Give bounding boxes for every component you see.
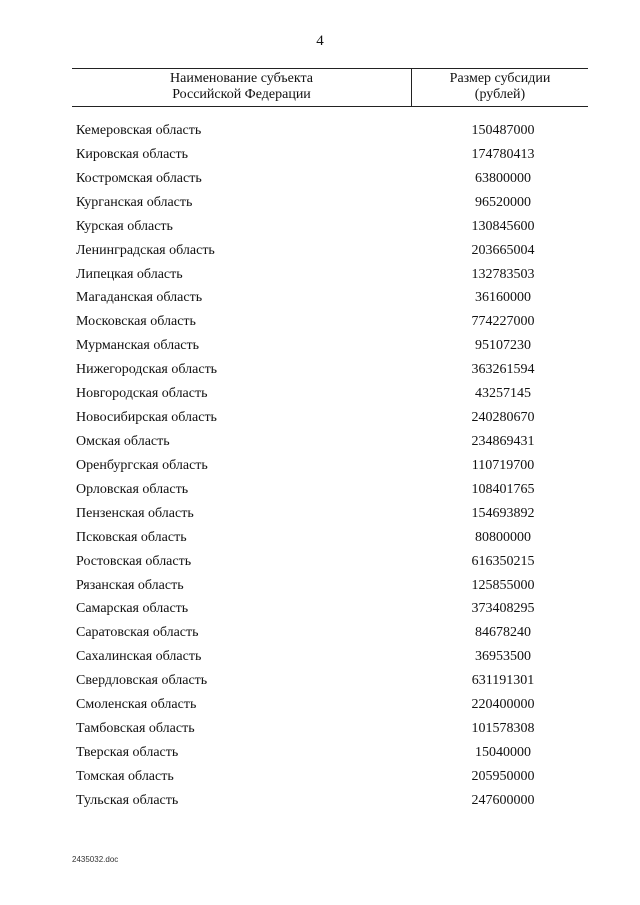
subsidy-amount: 205950000: [471, 768, 535, 784]
subsidy-amount: 234869431: [471, 433, 535, 449]
region-name: Самарская область: [76, 601, 189, 617]
region-name: Оренбургская область: [76, 457, 208, 473]
table-row: [0, 360, 640, 384]
subsidy-amount: 130845600: [471, 218, 535, 234]
subsidy-amount: 63800000: [475, 170, 531, 186]
subsidy-amount: 363261594: [471, 362, 535, 378]
column-header-amount: [412, 71, 588, 103]
subsidy-amount: 95107230: [475, 338, 531, 354]
table-row: [0, 480, 640, 504]
region-name: Новосибирская область: [76, 410, 217, 426]
region-name: Новгородская область: [76, 386, 208, 402]
table-row: [0, 241, 640, 265]
table-row: [0, 456, 640, 480]
subsidy-amount: 631191301: [471, 673, 535, 689]
region-name: Костромская область: [76, 170, 202, 186]
subsidy-amount: 110719700: [471, 457, 535, 473]
region-name: Липецкая область: [76, 266, 183, 282]
region-name: Тамбовская область: [76, 721, 195, 737]
subsidy-amount: 150487000: [471, 123, 535, 138]
subsidy-amount: 125855000: [471, 577, 535, 593]
table-row: [0, 432, 640, 456]
table-row: [0, 647, 640, 671]
subsidy-amount: 36160000: [475, 290, 531, 306]
subsidy-amount: 203665004: [471, 242, 535, 258]
table-body: [0, 121, 640, 815]
column-header-amount-line2: (рублей): [474, 87, 526, 102]
region-name: Московская область: [76, 314, 196, 330]
subsidy-amount: 101578308: [471, 721, 535, 737]
table-row: [0, 743, 640, 767]
document-filename: 2435032.doc: [72, 855, 119, 864]
region-name: Томская область: [76, 768, 174, 784]
region-name: Омская область: [76, 433, 170, 449]
table-row: [0, 552, 640, 576]
region-name: Курская область: [76, 218, 173, 234]
table-row: [0, 312, 640, 336]
region-name: Мурманская область: [76, 338, 200, 354]
table-row: [0, 217, 640, 241]
region-name: Ленинградская область: [76, 242, 215, 258]
column-header-amount-line1: Размер субсидии: [449, 71, 551, 86]
column-header-region-line2: Российской Федерации: [172, 87, 311, 102]
table-row: [0, 528, 640, 552]
table-row: [0, 288, 640, 312]
subsidy-amount: 132783503: [471, 266, 535, 282]
region-name: Смоленская область: [76, 697, 197, 713]
table-row: [0, 408, 640, 432]
region-name: Свердловская область: [76, 673, 208, 689]
table-row: [0, 504, 640, 528]
table-header: [72, 68, 588, 107]
table-row: [0, 623, 640, 647]
table-row: [0, 695, 640, 719]
region-name: Кировская область: [76, 146, 189, 162]
table-row: [0, 767, 640, 791]
subsidy-amount: 96520000: [475, 194, 531, 210]
column-header-region-line1: Наименование субъекта: [170, 71, 313, 86]
table-row: [0, 193, 640, 217]
region-name: Кемеровская область: [76, 123, 202, 138]
subsidy-amount: 616350215: [471, 553, 535, 569]
region-name: Тульская область: [76, 792, 179, 808]
table-row: [0, 265, 640, 289]
region-name: Орловская область: [76, 481, 189, 497]
page-number: 4: [316, 33, 324, 49]
region-name: Ростовская область: [76, 553, 192, 569]
table-row: [0, 599, 640, 623]
table-row: [0, 576, 640, 600]
region-name: Сахалинская область: [76, 649, 202, 665]
subsidy-amount: 15040000: [475, 744, 531, 760]
region-name: Пензенская область: [76, 505, 194, 521]
region-name: Псковская область: [76, 529, 187, 545]
subsidy-amount: 174780413: [471, 146, 535, 162]
table-row: [0, 384, 640, 408]
subsidy-amount: 43257145: [475, 386, 531, 402]
region-name: Магаданская область: [76, 290, 203, 306]
column-header-region: [72, 71, 411, 103]
table-row: [0, 791, 640, 815]
table-row: [0, 336, 640, 360]
region-name: Тверская область: [76, 744, 179, 760]
subsidy-amount: 108401765: [471, 481, 535, 497]
subsidy-amount: 240280670: [471, 410, 535, 426]
table-row: [0, 719, 640, 743]
subsidy-amount: 220400000: [471, 697, 535, 713]
region-name: Нижегородская область: [76, 362, 218, 378]
region-name: Рязанская область: [76, 577, 184, 593]
table-row: [0, 121, 640, 145]
region-name: Курганская область: [76, 194, 193, 210]
table-row: [0, 145, 640, 169]
table-row: [0, 671, 640, 695]
subsidy-amount: 373408295: [471, 601, 535, 617]
table-row: [0, 169, 640, 193]
region-name: Саратовская область: [76, 625, 199, 641]
subsidy-amount: 84678240: [475, 625, 531, 641]
subsidy-amount: 36953500: [475, 649, 531, 665]
subsidy-amount: 774227000: [471, 314, 535, 330]
subsidy-amount: 154693892: [471, 505, 535, 521]
subsidy-amount: 80800000: [475, 529, 531, 545]
subsidy-amount: 247600000: [471, 792, 535, 808]
